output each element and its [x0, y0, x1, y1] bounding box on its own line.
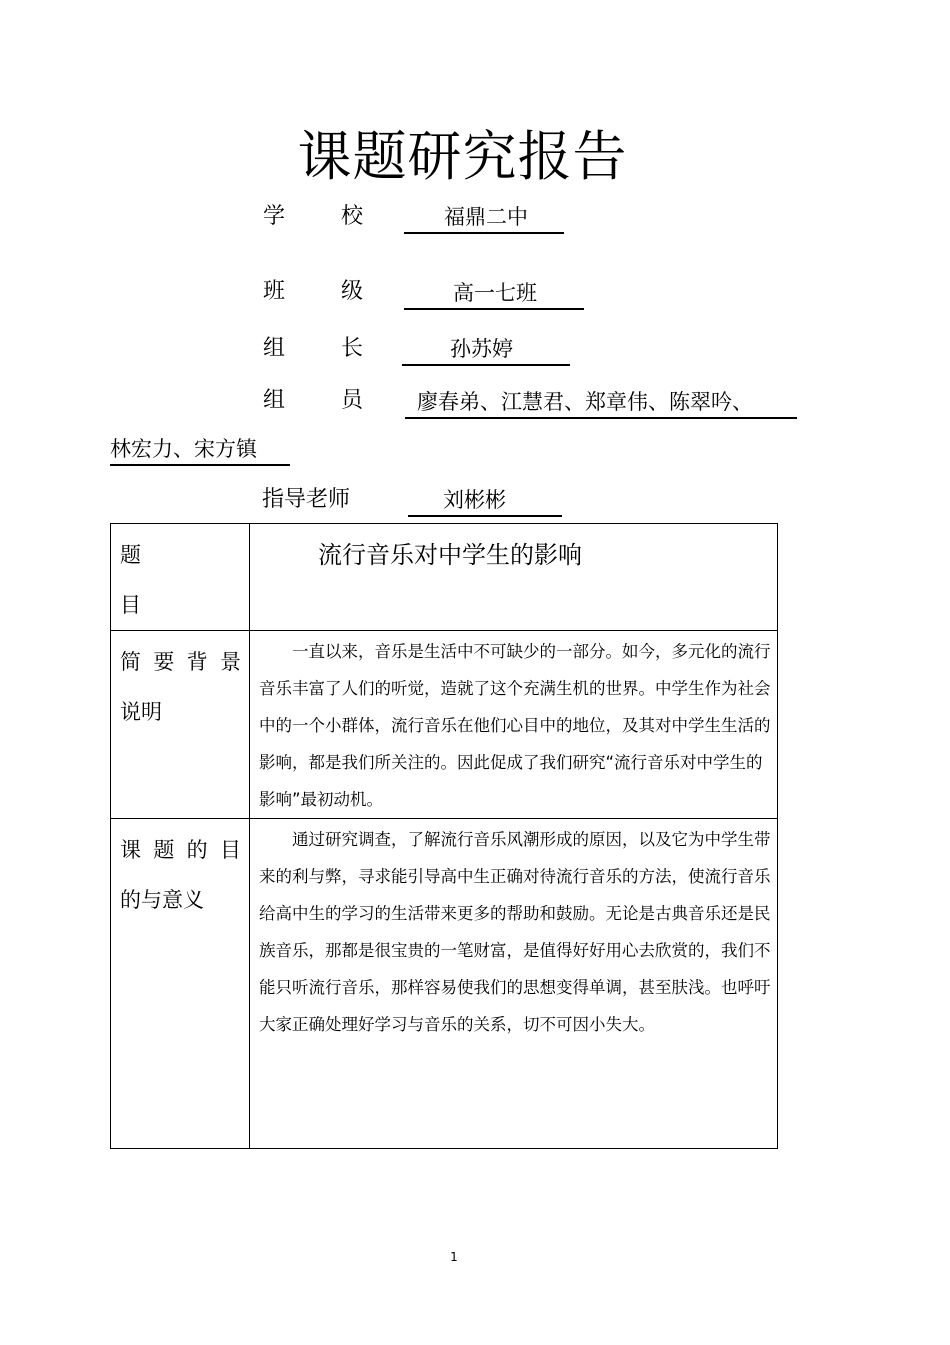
background-label-line-1: 简要背景	[120, 650, 241, 674]
advisor-label: 指导老师	[262, 487, 351, 512]
members-value-line-1: 廖春弟、江慧君、郑章伟、陈翠吟、	[405, 387, 797, 419]
members-label-char-2: 员	[341, 388, 364, 413]
topic-label-cell	[111, 524, 250, 631]
leader-value: 孙苏婷	[402, 334, 570, 366]
purpose-text-cell	[250, 819, 778, 1149]
advisor-value: 刘彬彬	[408, 485, 562, 517]
background-text: 一直以来，音乐是生活中不可缺少的一部分。如今，多元化的流行音乐丰富了人们的听觉，造就了这个充满生机的世界。中学生作为社会中的一个小群体，流行音乐在他们心目中的地位，及其对中学生生活的影响，都是我们所关注的。因此促成了我们研究“流行音乐对中学生的影响”最初动机。	[259, 642, 771, 809]
background-label-line-2: 说明	[120, 700, 162, 724]
members-value-line-2: 林宏力、宋方镇	[110, 434, 290, 466]
table-row-purpose	[111, 819, 778, 1149]
report-title: 课题研究报告	[297, 125, 628, 188]
topic-value: 流行音乐对中学生的影响	[250, 524, 778, 631]
purpose-label-line-1: 课题的目	[120, 838, 241, 862]
topic-label-line-2: 目	[120, 593, 141, 617]
purpose-label-line-2: 的与意义	[120, 888, 204, 912]
topic-label-line-1: 题	[120, 543, 141, 567]
report-table	[110, 523, 778, 1149]
members-label-char-1: 组	[263, 388, 286, 413]
school-label-char-1: 学	[263, 204, 286, 229]
background-label-cell	[111, 631, 250, 819]
class-value: 高一七班	[404, 278, 584, 310]
table-row-topic	[111, 524, 778, 631]
leader-label-char-2: 长	[341, 336, 364, 361]
school-value: 福鼎二中	[404, 202, 564, 234]
table-row-background	[111, 631, 778, 819]
class-label-char-1: 班	[263, 279, 286, 304]
class-label-char-2: 级	[341, 279, 364, 304]
leader-label-char-1: 组	[263, 336, 286, 361]
purpose-text: 通过研究调查，了解流行音乐风潮形成的原因，以及它为中学生带来的利与弊，寻求能引导高中生正确对待流行音乐的方法，使流行音乐给高中生的学习的生活带来更多的帮助和鼓励。无论是古典音乐还是民族音乐，那都是很宝贵的一笔财富，是值得好好用心去欣赏的，我们不能只听流行音乐，那样容易使我们的思想变得单调，甚至肤浅。也呼吁大家正确处理好学习与音乐的关系，切不可因小失大。	[259, 830, 771, 1034]
background-text-cell	[250, 631, 778, 819]
purpose-label-cell	[111, 819, 250, 1149]
page-number: 1	[450, 1250, 458, 1264]
school-label-char-2: 校	[341, 204, 364, 229]
